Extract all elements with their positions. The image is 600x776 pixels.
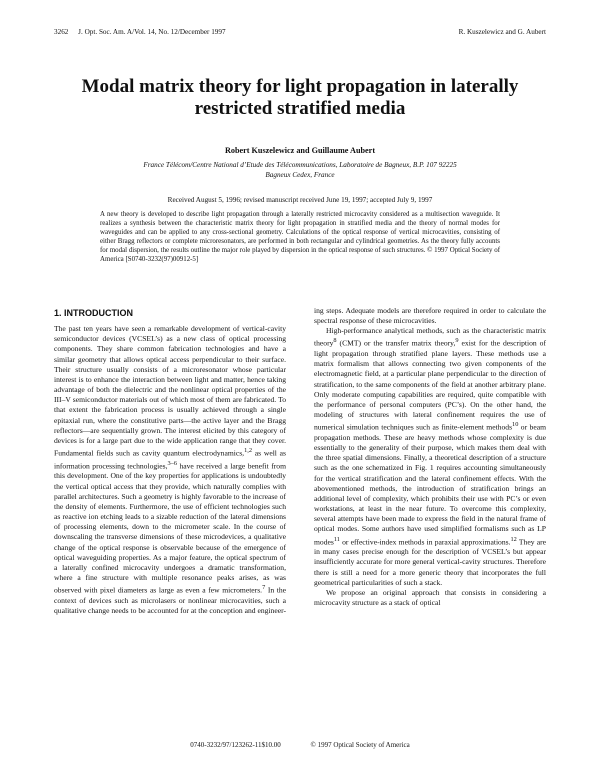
journal-citation: J. Opt. Soc. Am. A/Vol. 14, No. 12/December 1997 — [78, 28, 226, 36]
text-run: have received a large benefit from this development. One of the key properties for applications is undoubtedly the vertical optical access that they provide, which naturally complies with parallel architectures. Such a geometry is highly favorable to the increase of the density of elements. Furthermore, the use of efficient technologies such as reactive ion etching leads to a sizable reduction of the lateral dimensions of processing elements, down to the micrometer scale. In the course of downscaling the transverse dimensions of these microdevices, a qualitative change of the optical response is observable because of the emergence of optical waveguiding properties. As a major feature, the optical spectrum of a laterally confined microcavity undergoes a dramatic transformation, where a fine structure with multiple resonance peaks arises, as was observed with pixel diameters as large as even a few micrometers. — [54, 461, 287, 595]
intro-paragraph-1 — [54, 324, 286, 616]
text-run: The past ten years have seen a remarkable development of vertical-cavity semiconductor devices (VCSEL’s) as a new class of optical processing components. They share common fabrication technologies and have a similar geometry that allows optical access perpendicular to their surface. Their structure usually consists of a microresonator whose particular interest is to enhance the interaction between light and matter, hence taking advantage of both the dielectric and the nonlinear optical properties of the III–V semiconductor materials out of which most of them are fabricated. To that extent the fabrication process is usually achieved through a single epitaxial run, where the constitutive parts—the active layer and the Bragg reflectors—are sequentially grown. The interest elicited by this category of devices is for a large part due to the wide application range that they cover. Fundamental fields such as cavity quantum electrodynamics, — [54, 324, 286, 458]
received-dates: Received August 5, 1996; revised manuscript received June 19, 1997; accepted July 9, 1997 — [167, 196, 433, 204]
affiliation-line-1: France Télécom/Centre National d’Etude des Télécommunications, Laboratoire de Bagneux, B.P. 107 92225 — [143, 161, 457, 169]
page-footer — [54, 741, 546, 749]
text-run: or effective-index methods in paraxial approximations. — [339, 537, 511, 547]
page-number: 3262 — [54, 28, 69, 36]
paper-title: Modal matrix theory for light propagation in laterally restricted stratified media — [81, 76, 519, 119]
reference-superscript: 11 — [333, 535, 340, 543]
right-column — [314, 306, 546, 608]
intro-paragraph-3: We propose an original approach that consists in considering a microcavity structure as a stack of optical — [314, 587, 546, 607]
intro-paragraph-continued: ing steps. Adequate models are therefore required in order to calculate the spectral response of these microcavities. — [314, 306, 546, 326]
affiliation-line-2: Bagneux Cedex, France — [265, 171, 335, 179]
text-run: as well as information processing technologies, — [54, 448, 286, 471]
reference-superscript: 10 — [512, 421, 519, 429]
running-authors: R. Kuszelewicz and G. Aubert — [458, 28, 546, 36]
left-column — [54, 306, 286, 616]
section-heading: 1. INTRODUCTION — [54, 308, 134, 318]
affiliation — [54, 160, 546, 180]
author-list: Robert Kuszelewicz and Guillaume Aubert — [224, 146, 376, 155]
reference-superscript: 12 — [510, 535, 517, 543]
reference-superscript: 7 — [262, 584, 266, 592]
abstract: A new theory is developed to describe light propagation through a laterally restricted microcavity considered as a multisection waveguide. It realizes a synthesis between the characteristic matrix theory for light propagation in stratified media and the theory of normal modes for waveguides and can be applied to any cross-sectional geometry. Calculations of the optical response of vertical microcavities, consisting of either Bragg reflectors or complete microresonators, are performed in both rectangular and cylindrical geometries. As the theory fully accounts for modal dispersion, the results outline the major role played by dispersion in the optical response of such structures. © 1997 Optical Society of America [S0740-3232(97)00912-5] — [100, 211, 500, 264]
text-run: or beam propagation methods. These are heavy methods whose complexity is due essentially to the generality of their purpose, which makes them deal with the three spatial dimensions. Finally, a theoretical description of a structure such as the one schematized in Fig. 1 requires accounting simultaneously for the vertical stratification and the lateral confinement effects. With the abovementioned methods, the introduction of stratification brings an additional level of complexity, which prohibits their use with PC’s or even workstations, at least in the near future. To overcome this complexity, several attempts have been made to express the field in the natural frame of optical modes. Some authors have used simplified formalisms such as LP modes — [314, 422, 546, 547]
text-run: High-performance analytical methods, such as the characteristic matrix theory — [314, 326, 546, 348]
text-run: (CMT) or the transfer matrix theory, — [336, 339, 456, 348]
running-header — [54, 28, 546, 36]
intro-paragraph-2 — [314, 326, 546, 588]
copyright-notice: © 1997 Optical Society of America — [310, 741, 410, 749]
text-run: exist for the description of light propagation through stratified plane layers. These methods use a matrix formalism that allows connecting two given components of the electromagnetic field, at a particular plane perpendicular to the direction of stratification, to the same components of the field at another arbitrary plane. Only moderate computing capabilities are required, quite compatible with the performance of personal computers (PC’s). On the other hand, the modeling of structures with lateral confinement requires the use of numerical simulation techniques such as finite-element methods — [314, 339, 546, 432]
reference-superscript: 1,2 — [244, 447, 252, 455]
reference-superscript: 3–6 — [167, 459, 178, 467]
reference-superscript: 9 — [455, 337, 459, 345]
text-run: In the context of devices such as microlasers or nonlinear microcavities, such a qualitative change needs to be accounted for at the conception and engineer- — [54, 585, 286, 615]
reference-superscript: 8 — [333, 337, 337, 345]
issn-code: 0740-3232/97/123262-11$10.00 — [190, 741, 281, 749]
text-run: They are in many cases precise enough for the description of VCSEL’s but appear insufficiently accurate for more general vertical-cavity structures. Therefore there is still a need for a more generic theory that incorporates the full geometrical particularities of such a stack. — [314, 537, 546, 587]
